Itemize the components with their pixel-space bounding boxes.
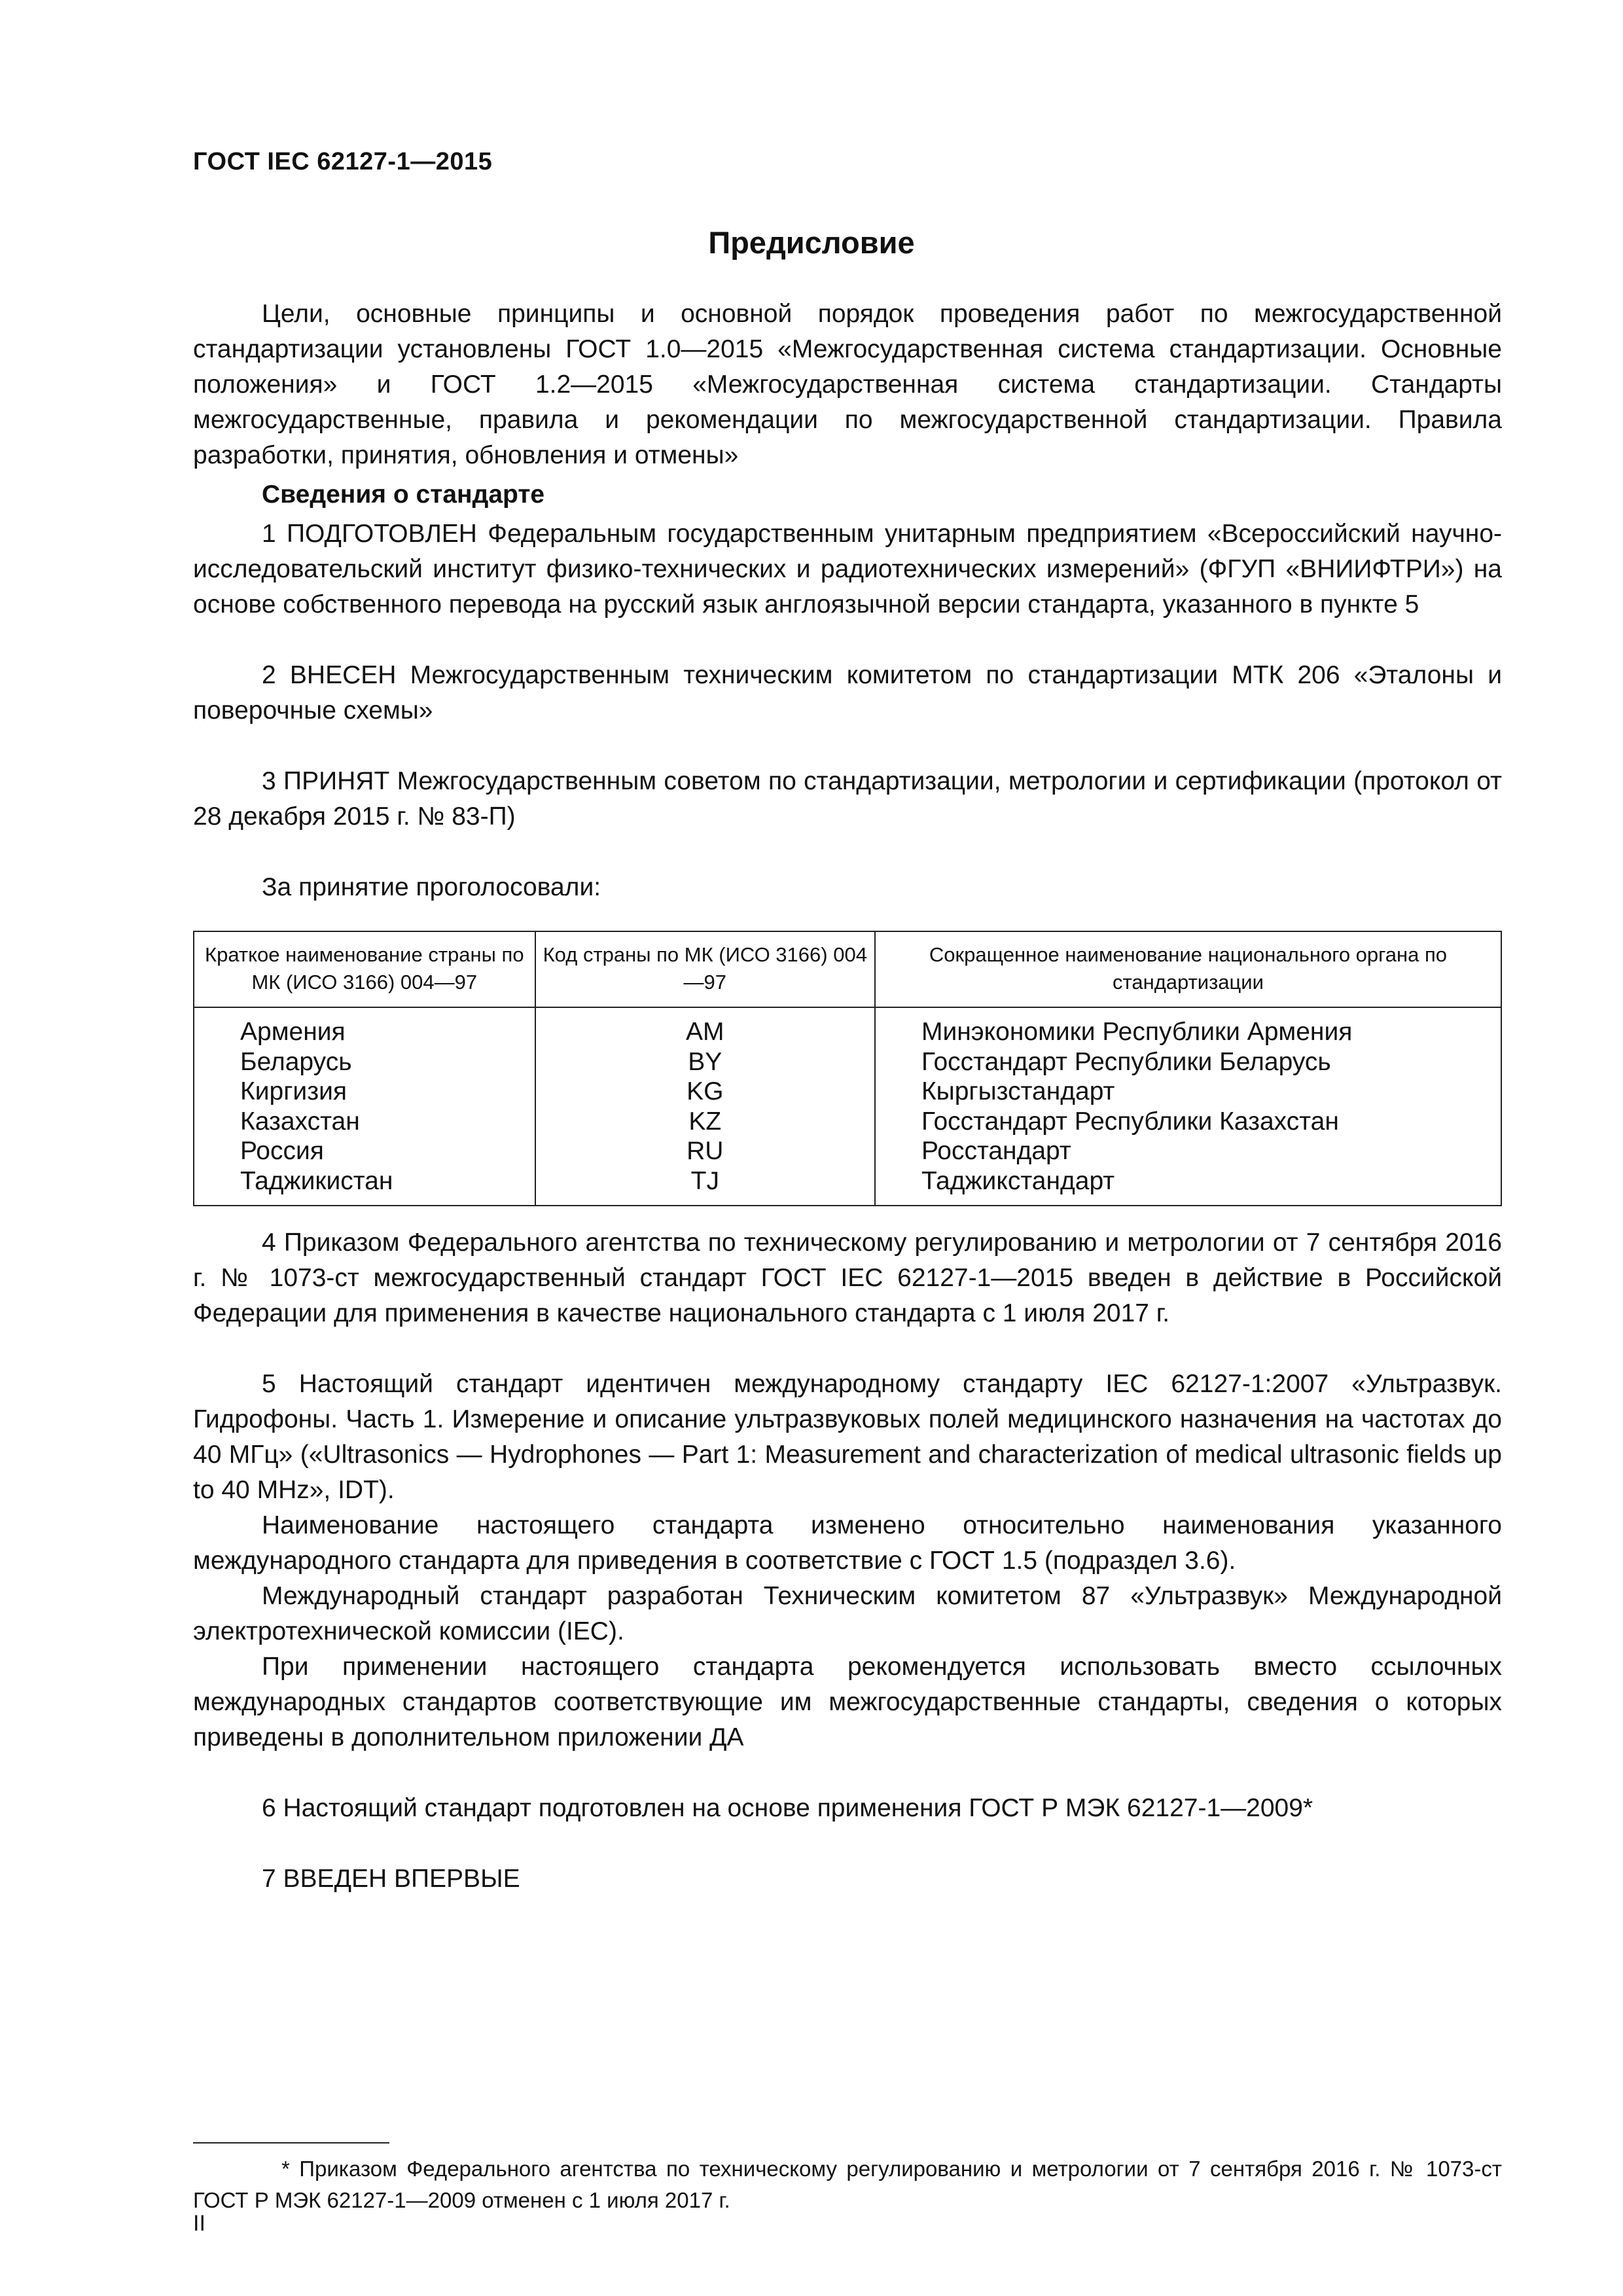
table-header-country: Краткое наименование страны по МК (ИСО 3166) 004—97	[194, 931, 535, 1007]
item-5-usage-paragraph: При применении настоящего стандарта рекомендуется использовать вместо ссылочных международных стандартов соответствующие им межгосударственные стандарты, сведения о которых приведены в дополнительном приложении ДА	[193, 1653, 1502, 1751]
table-cell-code: AM	[535, 1007, 875, 1047]
table-cell-code: KZ	[535, 1107, 875, 1137]
table-cell-code: KG	[535, 1077, 875, 1107]
item-6-paragraph: 6 Настоящий стандарт подготовлен на основе применения ГОСТ Р МЭК 62127-1—2009*	[262, 1794, 1313, 1822]
table-row	[194, 1077, 1501, 1107]
table-cell-country: Армения	[194, 1007, 535, 1047]
table-cell-authority: Госстандарт Республики Беларусь	[875, 1047, 1501, 1077]
table-cell-authority: Кыргызстандарт	[875, 1077, 1501, 1107]
voting-table	[193, 931, 1502, 1206]
footnote-text: * Приказом Федерального агентства по техническому регулированию и метрологии от 7 сентября 2016 г. № 1073-ст ГОСТ Р МЭК 62127-1—2009 отменен с 1 июля 2017 г.	[193, 2157, 1502, 2212]
table-cell-authority: Минэкономики Республики Армения	[875, 1007, 1501, 1047]
foreword-body-top	[193, 296, 1502, 905]
footnote	[193, 2153, 1502, 2216]
item-3-paragraph: 3 ПРИНЯТ Межгосударственным советом по стандартизации, метрологии и сертификации (протокол от 28 декабря 2015 г. № 83-П)	[193, 767, 1502, 831]
item-4-paragraph: 4 Приказом Федерального агентства по техническому регулированию и метрологии от 7 сентября 2016 г. № 1073-ст межгосударственный стандарт ГОСТ IEC 62127-1—2015 введен в действие в Российской Федерации для применения в качестве национального стандарта с 1 июля 2017 г.	[193, 1229, 1502, 1327]
page-title: Предисловие	[708, 225, 915, 260]
table-cell-authority: Таджикстандарт	[875, 1166, 1501, 1206]
table-header-code: Код страны по МК (ИСО 3166) 004—97	[535, 931, 875, 1007]
voted-label: За принятие проголосовали:	[262, 873, 601, 901]
table-header-authority: Сокращенное наименование национального органа по стандартизации	[875, 931, 1501, 1007]
item-5-developer-paragraph: Международный стандарт разработан Техническим комитетом 87 «Ультразвук» Международной электротехнической комиссии (IEC).	[193, 1582, 1502, 1645]
table-row	[194, 1007, 1501, 1047]
item-5-rename-paragraph: Наименование настоящего стандарта изменено относительно наименования указанного международного стандарта для приведения в соответствие с ГОСТ 1.5 (подраздел 3.6).	[193, 1511, 1502, 1575]
table-cell-country: Киргизия	[194, 1077, 535, 1107]
table-header-row	[194, 931, 1501, 1007]
table-cell-authority: Росстандарт	[875, 1136, 1501, 1166]
table-row	[194, 1136, 1501, 1166]
table-cell-country: Беларусь	[194, 1047, 535, 1077]
item-1-paragraph: 1 ПОДГОТОВЛЕН Федеральным государственным унитарным предприятием «Всероссийский научно-исследовательский институт физико-технических и радиотехнических измерений» (ФГУП «ВНИИФТРИ») на основе собственного перевода на русский язык англоязычной версии стандарта, указанного в пункте 5	[193, 520, 1502, 619]
table-cell-code: TJ	[535, 1166, 875, 1206]
page-number: II	[193, 2211, 205, 2236]
item-2-paragraph: 2 ВНЕСЕН Межгосударственным техническим комитетом по стандартизации МТК 206 «Эталоны и поверочные схемы»	[193, 661, 1502, 725]
table-row	[194, 1107, 1501, 1137]
table-cell-code: BY	[535, 1047, 875, 1077]
table-cell-country: Таджикистан	[194, 1166, 535, 1206]
foreword-body-bottom	[193, 1225, 1502, 1897]
table-cell-code: RU	[535, 1136, 875, 1166]
table-cell-country: Россия	[194, 1136, 535, 1166]
info-heading: Сведения о стандарте	[262, 480, 545, 509]
item-7-paragraph: 7 ВВЕДЕН ВПЕРВЫЕ	[262, 1865, 520, 1893]
document-header-code: ГОСТ IEC 62127-1—2015	[193, 148, 493, 175]
item-5-paragraph: 5 Настоящий стандарт идентичен международному стандарту IEC 62127-1:2007 «Ультразвук. Гидрофоны. Часть 1. Измерение и описание ультразвуковых полей медицинского назначения на частотах до 40 МГц» («Ultrasonics — Hydrophones — Part 1: Measurement and characterization of medical ultrasonic fields up to 40 MHz», IDT).	[193, 1370, 1502, 1504]
footnote-divider	[193, 2142, 389, 2144]
table-row	[194, 1047, 1501, 1077]
table-row	[194, 1166, 1501, 1206]
table-cell-country: Казахстан	[194, 1107, 535, 1137]
table-cell-authority: Госстандарт Республики Казахстан	[875, 1107, 1501, 1137]
intro-paragraph: Цели, основные принципы и основной порядок проведения работ по межгосударственной стандартизации установлены ГОСТ 1.0—2015 «Межгосударственная система стандартизации. Основные положения» и ГОСТ 1.2—2015 «Межгосударственная система стандартизации. Стандарты межгосударственные, правила и рекомендации по межгосударственной стандартизации. Правила разработки, принятия, обновления и отмены»	[193, 300, 1502, 469]
